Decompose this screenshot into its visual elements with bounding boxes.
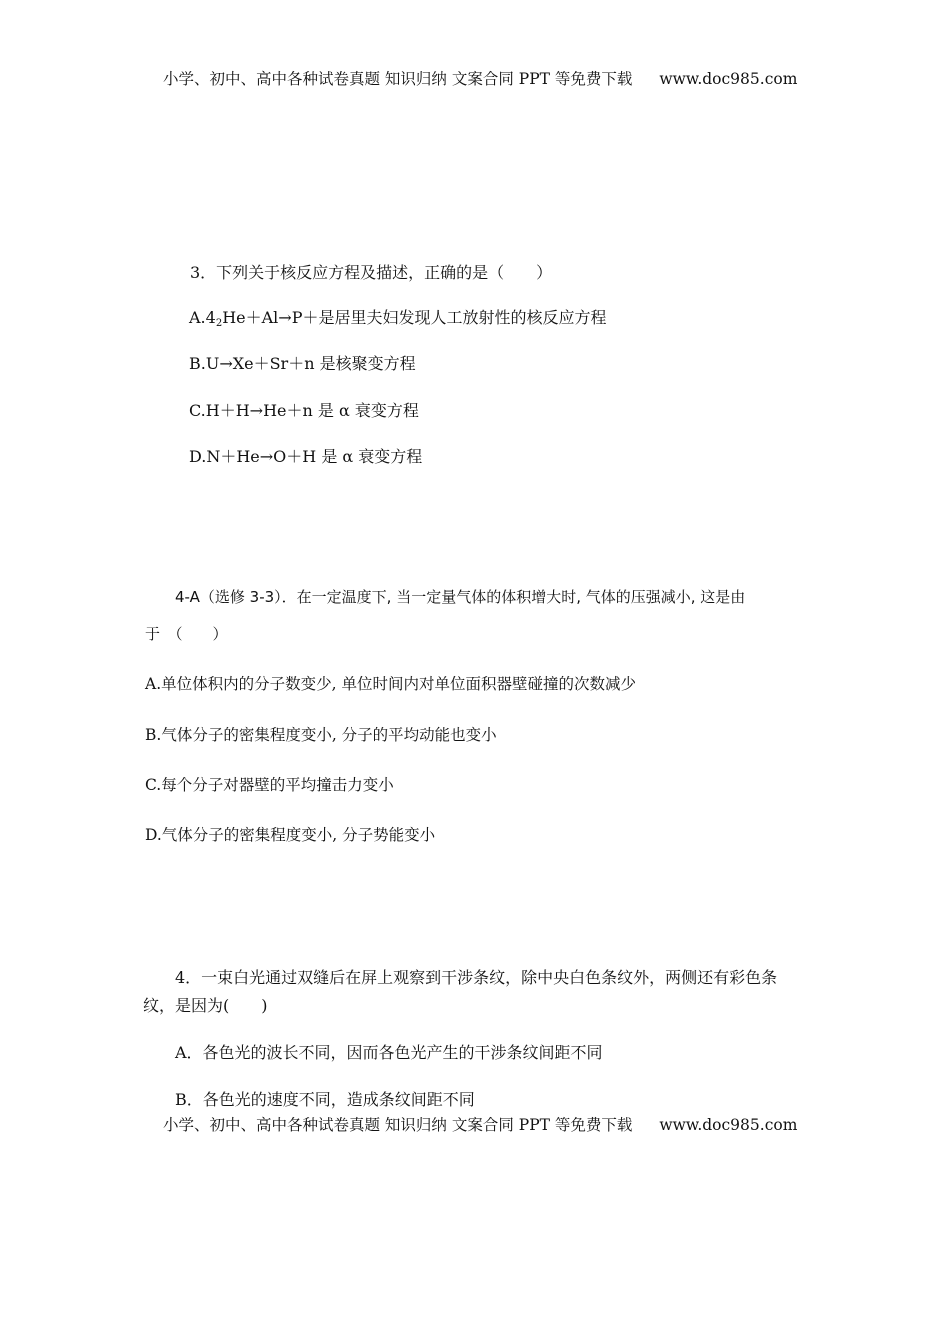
q4a-option-b: B.气体分子的密集程度变小, 分子的平均动能也变小	[145, 726, 497, 744]
q4a-option-d: D.气体分子的密集程度变小, 分子势能变小	[145, 826, 436, 844]
footer-text: 小学、初中、高中各种试卷真题 知识归纳 文案合同 PPT 等免费下载	[163, 1116, 633, 1134]
q4a-option-a: A.单位体积内的分子数变少, 单位时间内对单位面积器壁碰撞的次数减少	[145, 675, 636, 693]
footer-url[interactable]: www.doc985.com	[659, 1116, 798, 1134]
q4-option-b: B．各色光的速度不同，造成条纹间距不同	[175, 1090, 475, 1109]
q3-option-a-rest: He＋Al→P＋是居里夫妇发现人工放射性的核反应方程	[222, 308, 607, 327]
q3-option-b: B.U→Xe＋Sr＋n 是核聚变方程	[189, 354, 416, 373]
q4-option-a: A．各色光的波长不同，因而各色光产生的干涉条纹间距不同	[175, 1043, 603, 1062]
q4a-option-c: C.每个分子对器壁的平均撞击力变小	[145, 776, 394, 794]
header-text: 小学、初中、高中各种试卷真题 知识归纳 文案合同 PPT 等免费下载	[163, 70, 633, 88]
page-footer	[163, 1115, 797, 1135]
q3-option-a-sub: 2	[215, 318, 223, 329]
q3-option-a	[189, 308, 606, 334]
q4a-stem-line1: 4-A（选修 3-3）．在一定温度下, 当一定量气体的体积增大时, 气体的压强减小, 这是由	[175, 588, 746, 606]
q4-stem-line1: 4．一束白光通过双缝后在屏上观察到干涉条纹，除中央白色条纹外，两侧还有彩色条	[175, 968, 778, 987]
q4-stem-line2: 纹，是因为( )	[143, 996, 268, 1015]
q3-option-d: D.N＋He→O＋H 是 α 衰变方程	[189, 447, 423, 466]
header-url[interactable]: www.doc985.com	[659, 70, 798, 88]
q3-stem: 3．下列关于核反应方程及描述，正确的是（ ）	[190, 263, 553, 282]
q4a-stem-line2: 于 （ ）	[145, 625, 228, 643]
page-header	[163, 69, 797, 89]
q3-option-c: C.H＋H→He＋n 是 α 衰变方程	[189, 401, 419, 420]
q3-option-a-prefix: A.4	[189, 308, 216, 327]
